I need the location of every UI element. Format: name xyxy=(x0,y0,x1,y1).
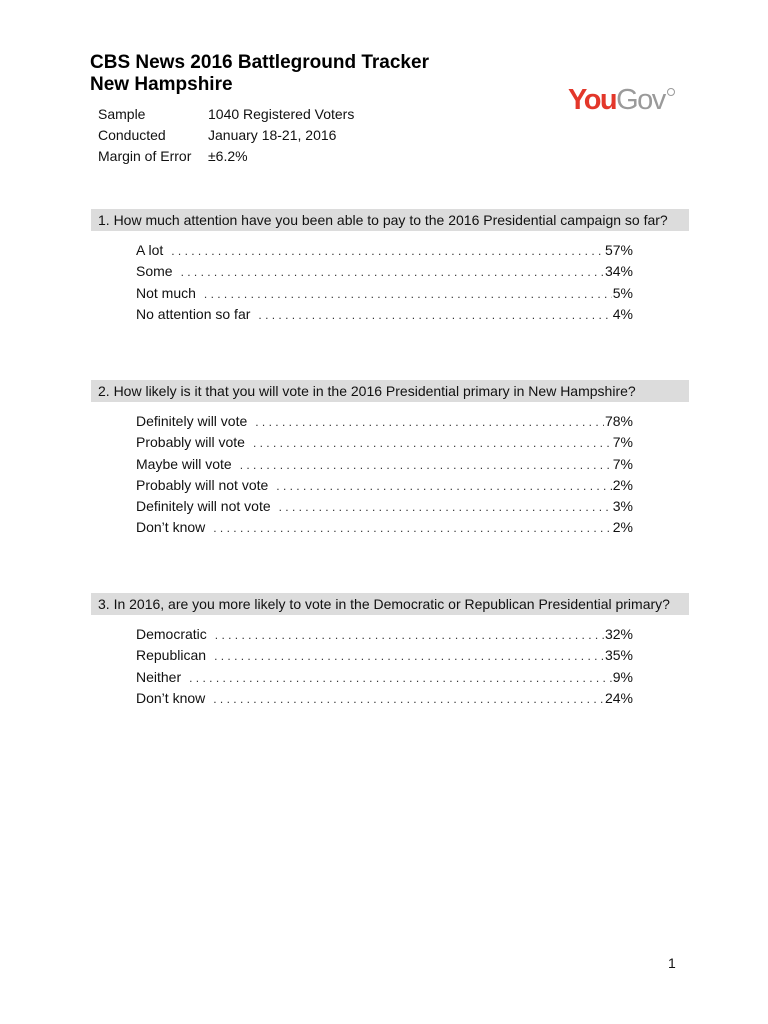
question-header: 3. In 2016, are you more likely to vote in the Democratic or Republican Presidential primary? xyxy=(91,593,689,615)
answer-label: A lot xyxy=(136,242,164,258)
meta-value: ±6.2% xyxy=(208,148,248,164)
question-1 xyxy=(91,209,689,325)
answer-value: 5% xyxy=(612,284,633,301)
answer-row xyxy=(136,283,633,304)
dot-leader xyxy=(213,518,612,539)
logo-gov-text: Gov xyxy=(616,84,665,116)
answer-list xyxy=(136,624,633,709)
dot-leader xyxy=(276,476,611,497)
answer-row xyxy=(136,240,633,261)
answer-row xyxy=(136,454,633,475)
answer-row xyxy=(136,645,633,666)
meta-value: 1040 Registered Voters xyxy=(208,106,355,122)
dot-leader xyxy=(255,412,604,433)
answer-list xyxy=(136,240,633,325)
answer-label: Don’t know xyxy=(136,689,206,706)
answer-value: 57% xyxy=(604,242,633,258)
meta-row-conducted xyxy=(98,125,354,146)
meta-label: Margin of Error xyxy=(98,148,192,164)
answer-row xyxy=(136,624,633,645)
answer-value: 35% xyxy=(604,647,633,664)
question-header: 2. How likely is it that you will vote in the 2016 Presidential primary in New Hampshire? xyxy=(91,380,689,402)
answer-label: Some xyxy=(136,263,173,280)
dot-leader xyxy=(279,497,612,518)
answer-row xyxy=(136,667,633,688)
answer-label: Republican xyxy=(136,647,207,664)
answer-row xyxy=(136,496,633,517)
meta-label: Conducted xyxy=(98,127,166,143)
dot-leader xyxy=(213,689,604,710)
meta-row-margin-of-error xyxy=(98,146,354,167)
dot-leader xyxy=(214,646,604,667)
answer-value: 32% xyxy=(604,626,633,642)
meta-value: January 18-21, 2016 xyxy=(208,127,337,143)
dot-leader xyxy=(171,241,604,262)
answer-label: Probably will not vote xyxy=(136,476,269,493)
answer-row xyxy=(136,688,633,709)
title-line-2: New Hampshire xyxy=(90,74,233,95)
answer-label: Neither xyxy=(136,668,182,685)
dot-leader xyxy=(181,262,604,283)
answer-row xyxy=(136,304,633,325)
question-header: 1. How much attention have you been able to pay to the 2016 Presidential campaign so far? xyxy=(91,209,689,231)
dot-leader xyxy=(258,305,611,326)
answer-row xyxy=(136,432,633,453)
dot-leader xyxy=(189,668,612,689)
meta-row-sample xyxy=(98,104,354,125)
answer-value: 3% xyxy=(612,498,633,515)
dot-leader xyxy=(240,455,612,476)
question-2 xyxy=(91,380,689,539)
answer-value: 7% xyxy=(612,434,633,451)
dot-leader xyxy=(215,625,604,646)
answer-value: 7% xyxy=(612,455,633,472)
answer-label: Democratic xyxy=(136,626,207,642)
registered-mark-icon xyxy=(667,88,675,96)
answer-value: 24% xyxy=(604,689,633,706)
answer-label: Definitely will vote xyxy=(136,413,248,429)
survey-meta xyxy=(98,104,354,167)
answer-list xyxy=(136,411,633,539)
question-3 xyxy=(91,593,689,709)
dot-leader xyxy=(253,433,612,454)
answer-row xyxy=(136,411,633,432)
answer-value: 9% xyxy=(612,668,633,685)
yougov-logo xyxy=(568,84,675,116)
answer-label: Don’t know xyxy=(136,519,206,536)
page-number: 1 xyxy=(668,955,676,971)
answer-row xyxy=(136,475,633,496)
answer-value: 2% xyxy=(612,476,633,493)
logo-you-text: You xyxy=(568,84,617,116)
answer-label: Probably will vote xyxy=(136,434,245,451)
answer-label: Maybe will vote xyxy=(136,455,232,472)
title-line-1: CBS News 2016 Battleground Tracker xyxy=(90,52,429,73)
answer-row xyxy=(136,517,633,538)
answer-label: Definitely will not vote xyxy=(136,498,271,515)
answer-value: 4% xyxy=(612,305,633,322)
answer-value: 78% xyxy=(604,413,633,429)
answer-value: 34% xyxy=(604,263,633,280)
answer-value: 2% xyxy=(612,519,633,536)
dot-leader xyxy=(204,284,612,305)
meta-label: Sample xyxy=(98,106,146,122)
page-title xyxy=(90,52,429,96)
answer-label: No attention so far xyxy=(136,305,251,322)
answer-label: Not much xyxy=(136,284,196,301)
answer-row xyxy=(136,261,633,282)
